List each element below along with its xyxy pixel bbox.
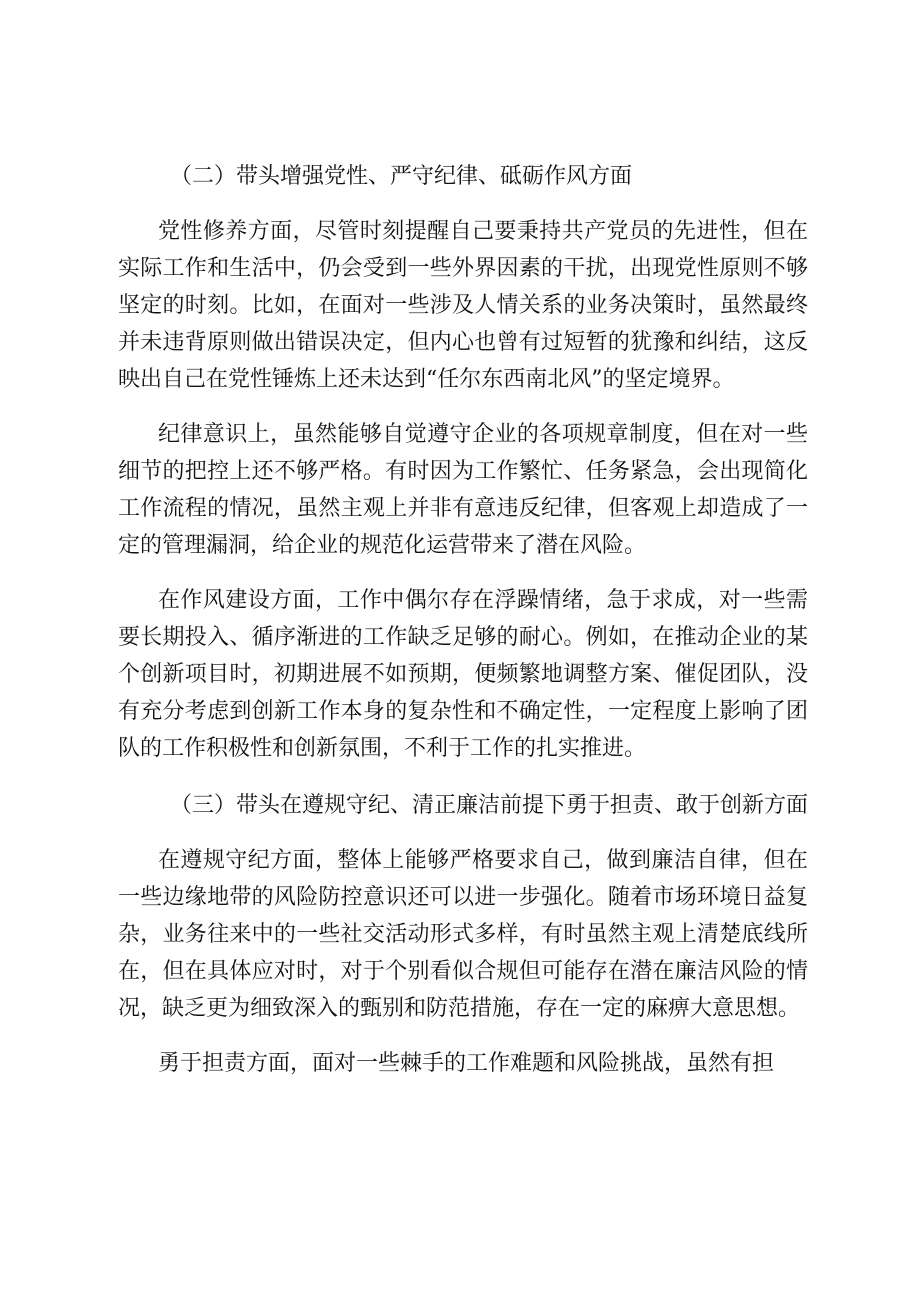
paragraph-responsibility: 勇于担责方面，面对一些棘手的工作难题和风险挑战，虽然有担	[158, 1051, 775, 1076]
section-heading-3: （三）带头在遵规守纪、清正廉洁前提下勇于担责、敢于创新方面	[170, 793, 809, 818]
paragraph-compliance: 在遵规守纪方面，整体上能够严格要求自己，做到廉洁自律，但在一些边缘地带的风险防控意识还可以进一步强化。随着市场环境日益复杂，业务往来中的一些社交活动形式多样，有时虽然主观上清楚底线所在，但在具体应对时，对于个别看似合规但可能存在潜在廉洁风险的情况，缺乏更为细致深入的甄别和防范措施，存在一定的麻痹大意思想。	[118, 848, 808, 1021]
section-heading-2: （二）带头增强党性、严守纪律、砥砺作风方面	[170, 164, 633, 189]
paragraph-discipline: 纪律意识上，虽然能够自觉遵守企业的各项规章制度，但在对一些细节的把控上还不够严格。有时因为工作繁忙、任务紧急，会出现简化工作流程的情况，虽然主观上并非有意违反纪律，但客观上却造成了一定的管理漏洞，给企业的规范化运营带来了潜在风险。	[118, 422, 808, 558]
paragraph-party-spirit: 党性修养方面，尽管时刻提醒自己要秉持共产党员的先进性，但在实际工作和生活中，仍会受到一些外界因素的干扰，出现党性原则不够坚定的时刻。比如，在面对一些涉及人情关系的业务决策时，虽然最终并未违背原则做出错误决定，但内心也曾有过短暂的犹豫和纠结，这反映出自己在党性锤炼上还未达到“任尔东西南北风”的坚定境界。	[118, 219, 808, 392]
paragraph-work-style: 在作风建设方面，工作中偶尔存在浮躁情绪，急于求成，对一些需要长期投入、循序渐进的工作缺乏足够的耐心。例如，在推动企业的某个创新项目时，初期进展不如预期，便频繁地调整方案、催促团队，没有充分考虑到创新工作本身的复杂性和不确定性，一定程度上影响了团队的工作积极性和创新氛围，不利于工作的扎实推进。	[118, 588, 808, 761]
document-body	[118, 158, 808, 1082]
